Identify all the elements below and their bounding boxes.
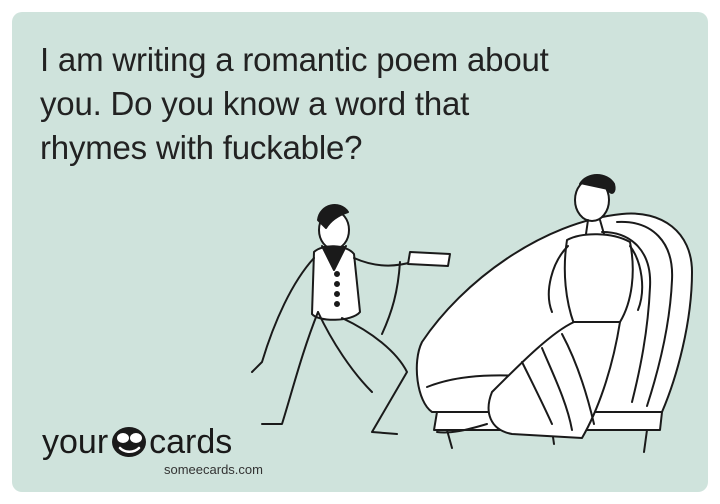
someecards-face-icon	[110, 425, 148, 459]
card-caption	[40, 38, 680, 170]
logo-text-your: your	[42, 423, 109, 461]
site-url: someecards.com	[164, 462, 263, 477]
brand-logo	[42, 422, 322, 482]
ecard	[12, 12, 708, 492]
caption-line-1: I am writing a romantic poem about	[40, 41, 549, 78]
man-figure	[252, 205, 450, 434]
logo-text-cards: cards	[149, 423, 233, 461]
caption-line-2: you. Do you know a word that	[40, 85, 470, 122]
caption-line-3: rhymes with fuckable?	[40, 129, 363, 166]
